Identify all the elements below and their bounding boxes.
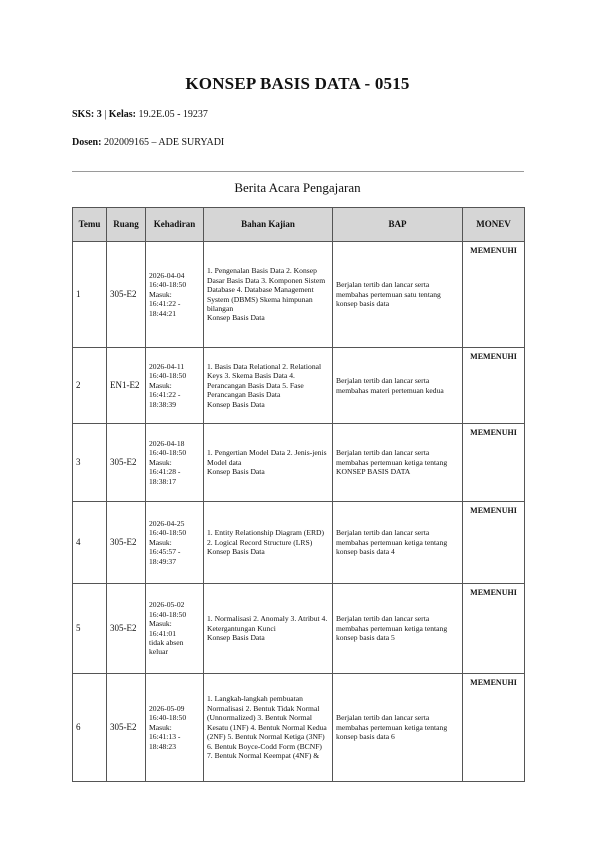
meta-separator: | [104,109,107,120]
table-row [73,424,525,502]
cell-bahan-kajian: 1. Basis Data Relational 2. Relational Keys 3. Skema Basis Data 4. Perancangan Basis Data 5. Fase Perancangan Basis Data Konsep Basis Data [204,348,333,424]
cell-bap: Berjalan tertib dan lancar serta membahas materi pertemuan kedua [333,348,463,424]
cell-bap: Berjalan tertib dan lancar serta membahas pertemuan ketiga tentang KONSEP BASIS DATA [333,424,463,502]
header-ruang: Ruang [107,208,146,242]
cell-temu: 1 [73,242,107,348]
table-row [73,502,525,584]
teaching-log-table [72,207,525,782]
cell-kehadiran: 2026-05-02 16:40-18:50 Masuk: 16:41:01 tidak absen keluar [146,584,204,674]
cell-kehadiran: 2026-04-25 16:40-18:50 Masuk: 16:45:57 - 18:49:37 [146,502,204,584]
header-kehadiran: Kehadiran [146,208,204,242]
cell-temu: 2 [73,348,107,424]
cell-bahan-kajian: 1. Pengertian Model Data 2. Jenis-jenis Model data Konsep Basis Data [204,424,333,502]
cell-ruang: 305-E2 [107,424,146,502]
cell-bahan-kajian: 1. Pengenalan Basis Data 2. Konsep Dasar Basis Data 3. Komponen Sistem Database 4. Database Management System (DBMS) Skema himpunan bilangan Konsep Basis Data [204,242,333,348]
dosen-value: 202009165 – ADE SURYADI [103,137,225,148]
cell-temu: 3 [73,424,107,502]
cell-bahan-kajian: 1. Entity Relationship Diagram (ERD) 2. Logical Record Structure (LRS) Konsep Basis Data [204,502,333,584]
section-title: Berita Acara Pengajaran [234,180,361,195]
cell-kehadiran: 2026-05-09 16:40-18:50 Masuk: 16:41:13 - 18:48:23 [146,674,204,782]
cell-ruang: 305-E2 [107,242,146,348]
cell-monev: MEMENUHI [463,502,525,584]
cell-bahan-kajian: 1. Langkah-langkah pembuatan Normalisasi 2. Bentuk Tidak Normal (Unnormalized) 3. Bentuk Normal Kesatu (1NF) 4. Bentuk Normal Kedua (2NF) 5. Bentuk Normal Ketiga (3NF) 6. Bentuk Boyce-Codd Form (BCNF) 7. Bentuk Normal Keempat (4NF) & [204,674,333,782]
header-bahan-kajian: Bahan Kajian [204,208,333,242]
cell-ruang: 305-E2 [107,584,146,674]
sks-label: SKS: [72,109,95,120]
cell-ruang: EN1-E2 [107,348,146,424]
dosen-label: Dosen: [72,137,102,148]
cell-bap: Berjalan tertib dan lancar serta membahas pertemuan satu tentang konsep basis data [333,242,463,348]
cell-kehadiran: 2026-04-18 16:40-18:50 Masuk: 16:41:28 - 18:38:17 [146,424,204,502]
sks-value: 3 [96,109,102,120]
table-row [73,348,525,424]
cell-monev: MEMENUHI [463,674,525,782]
cell-monev: MEMENUHI [463,424,525,502]
section-divider [72,171,524,172]
cell-monev: MEMENUHI [463,348,525,424]
table-header-row [73,208,525,242]
cell-monev: MEMENUHI [463,242,525,348]
course-meta [72,109,208,120]
cell-temu: 6 [73,674,107,782]
header-bap: BAP [333,208,463,242]
cell-ruang: 305-E2 [107,502,146,584]
table-row [73,242,525,348]
cell-bahan-kajian: 1. Normalisasi 2. Anomaly 3. Atribut 4. Ketergantungan Kunci Konsep Basis Data [204,584,333,674]
cell-bap: Berjalan tertib dan lancar serta membahas pertemuan ketiga tentang konsep basis data 6 [333,674,463,782]
table-row [73,674,525,782]
cell-ruang: 305-E2 [107,674,146,782]
cell-bap: Berjalan tertib dan lancar serta membahas pertemuan ketiga tentang konsep basis data 4 [333,502,463,584]
header-temu: Temu [73,208,107,242]
cell-monev: MEMENUHI [463,584,525,674]
cell-temu: 4 [73,502,107,584]
table-row [73,584,525,674]
kelas-label: Kelas: [108,109,136,120]
lecturer-line [72,137,224,148]
cell-kehadiran: 2026-04-11 16:40-18:50 Masuk: 16:41:22 - 18:38:39 [146,348,204,424]
cell-kehadiran: 2026-04-04 16:40-18:50 Masuk: 16:41:22 - 18:44:21 [146,242,204,348]
kelas-value: 19.2E.05 - 19237 [138,109,208,120]
course-title: KONSEP BASIS DATA - 0515 [185,74,410,93]
cell-bap: Berjalan tertib dan lancar serta membahas pertemuan ketiga tentang konsep basis data 5 [333,584,463,674]
header-monev: MONEV [463,208,525,242]
cell-temu: 5 [73,584,107,674]
